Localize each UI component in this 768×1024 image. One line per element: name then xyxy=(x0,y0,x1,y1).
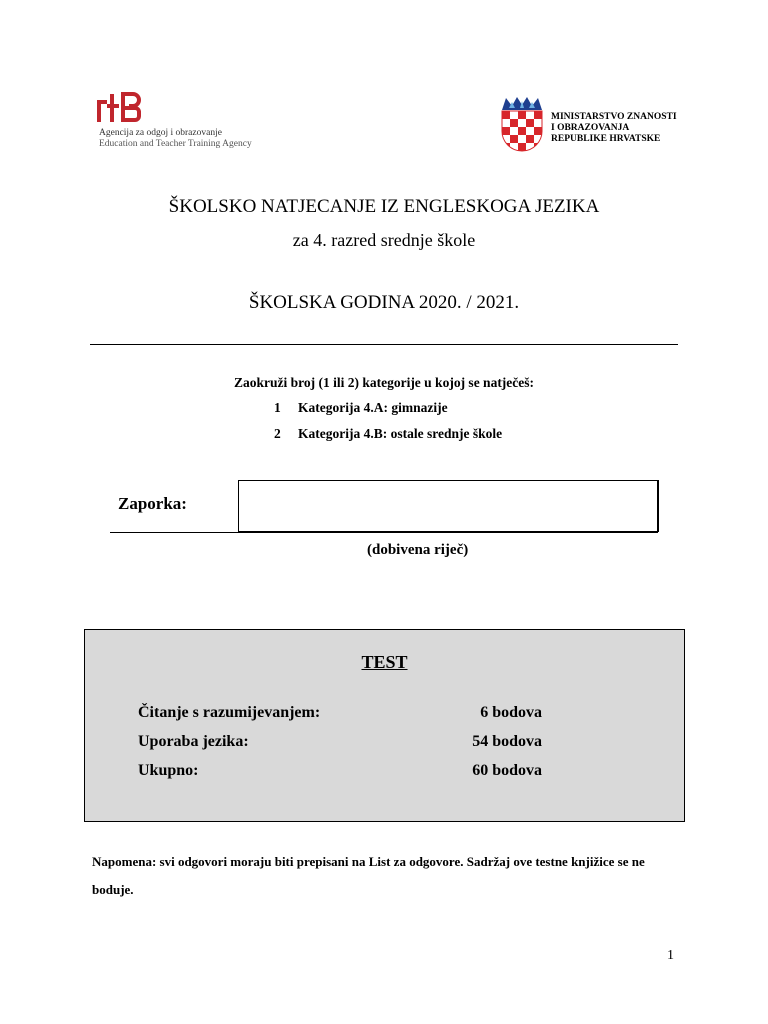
score-label: Čitanje s razumijevanjem: xyxy=(138,704,321,721)
zaporka-input[interactable] xyxy=(238,480,659,532)
score-value: 6 bodova xyxy=(480,704,542,721)
test-summary-box xyxy=(84,629,685,822)
croatian-coat-of-arms-icon xyxy=(500,96,544,152)
competition-title: ŠKOLSKO NATJECANJE IZ ENGLESKOGA JEZIKA xyxy=(168,196,600,217)
ministry-name xyxy=(551,112,677,145)
zaporka-hint: (dobivena riječ) xyxy=(367,542,469,558)
note-text: Napomena: svi odgovori moraju biti prepisani na List za odgovore. Sadržaj ove testne knjižice se ne boduje. xyxy=(92,854,645,897)
category-label: Kategorija 4.B: ostale srednje škole xyxy=(298,426,503,441)
score-value: 60 bodova xyxy=(472,762,542,779)
divider xyxy=(90,344,678,345)
school-year: ŠKOLSKA GODINA 2020. / 2021. xyxy=(248,292,520,313)
test-title: TEST xyxy=(361,652,408,672)
azoo-logo-icon xyxy=(97,92,141,122)
ministry-line: REPUBLIKE HRVATSKE xyxy=(551,134,661,144)
category-label: Kategorija 4.A: gimnazije xyxy=(298,400,448,415)
grade-subtitle: za 4. razred srednje škole xyxy=(292,230,476,250)
agency-name-en: Education and Teacher Training Agency xyxy=(99,139,252,149)
category-option[interactable] xyxy=(274,426,502,442)
zaporka-underline xyxy=(110,532,658,533)
category-option[interactable] xyxy=(274,400,448,416)
category-number[interactable]: 1 xyxy=(274,400,281,415)
category-number[interactable]: 2 xyxy=(274,426,281,441)
ministry-line: I OBRAZOVANJA xyxy=(551,123,630,133)
score-label: Uporaba jezika: xyxy=(138,733,249,750)
zaporka-label: Zaporka: xyxy=(118,494,187,513)
ministry-line: MINISTARSTVO ZNANOSTI xyxy=(551,112,677,122)
page-number: 1 xyxy=(667,948,674,963)
agency-name-hr: Agencija za odgoj i obrazovanje xyxy=(99,128,222,138)
score-value: 54 bodova xyxy=(472,733,542,750)
category-instruction: Zaokruži broj (1 ili 2) kategorije u kojoj se natječeš: xyxy=(233,375,535,390)
score-label: Ukupno: xyxy=(138,762,199,779)
